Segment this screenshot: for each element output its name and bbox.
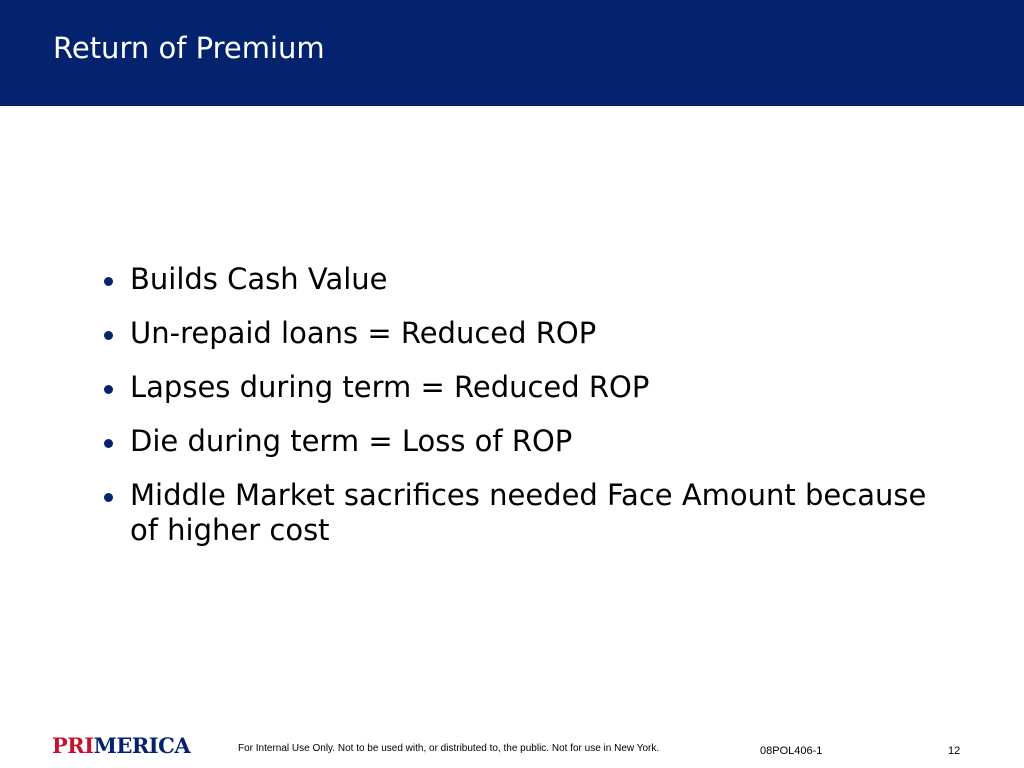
bullet-text: Lapses during term = Reduced ROP	[130, 370, 650, 404]
bullet-text: Un-repaid loans = Reduced ROP	[130, 316, 597, 350]
page-number: 12	[948, 745, 961, 757]
logo-part-merica: MERICA	[93, 733, 191, 758]
bullet-item	[104, 262, 984, 297]
bullet-dot-icon	[104, 385, 113, 394]
bullet-dot-icon	[104, 493, 113, 502]
bullet-dot-icon	[104, 331, 113, 340]
primerica-logo	[52, 732, 190, 760]
bullet-item	[104, 478, 984, 548]
bullet-list	[104, 262, 984, 567]
bullet-item	[104, 316, 984, 351]
bullet-text: Die during term = Loss of ROP	[130, 424, 573, 458]
logo-part-pri: PRI	[52, 733, 94, 758]
document-code: 08POL406-1	[760, 745, 823, 757]
title-bar	[0, 0, 1024, 106]
disclaimer-text: For Internal Use Only. Not to be used with, or distributed to, the public. Not for use in New York.	[238, 743, 660, 754]
footer	[0, 728, 1024, 768]
bullet-item	[104, 424, 984, 459]
bullet-text: Builds Cash Value	[130, 262, 388, 296]
bullet-dot-icon	[104, 439, 113, 448]
bullet-item	[104, 370, 984, 405]
bullet-text: Middle Market sacrifices needed Face Amount because of higher cost	[130, 478, 927, 547]
slide-title: Return of Premium	[53, 31, 325, 65]
bullet-dot-icon	[104, 277, 113, 286]
